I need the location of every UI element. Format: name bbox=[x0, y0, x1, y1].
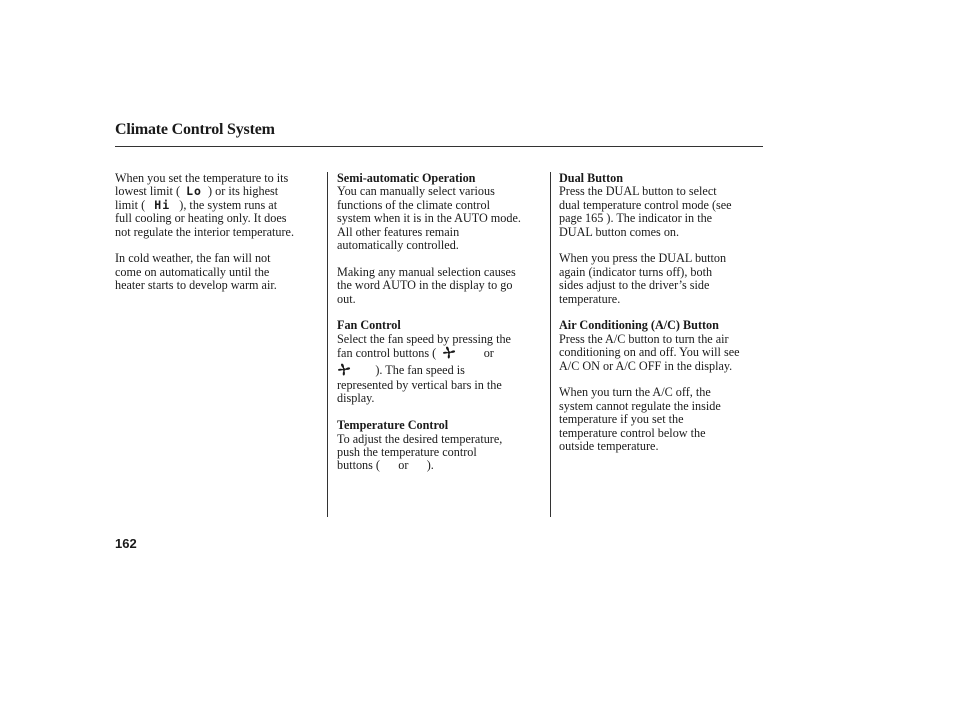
text-line: Press the A/C button to turn the air bbox=[559, 331, 729, 346]
text-line: When you press the DUAL button bbox=[559, 251, 727, 266]
text-line: represented by vertical bars in the bbox=[337, 378, 502, 393]
text-line: ). The fan speed is bbox=[337, 363, 547, 379]
text-line: temperature. bbox=[559, 291, 621, 306]
text-line: In cold weather, the fan will not bbox=[115, 251, 271, 266]
fan-high-icon bbox=[442, 346, 456, 362]
text-line: Select the fan speed by pressing the bbox=[337, 331, 511, 346]
text-line: temperature if you set the bbox=[559, 412, 684, 427]
column-divider-1 bbox=[327, 172, 328, 517]
column-3 bbox=[559, 172, 764, 453]
text-line: come on automatically until the bbox=[115, 264, 270, 279]
text-line: heater starts to develop warm air. bbox=[115, 278, 277, 293]
section-heading: Dual Button bbox=[559, 171, 624, 185]
column-1 bbox=[115, 172, 325, 293]
text-line: fan control buttons ( or bbox=[337, 346, 547, 362]
text-line: outside temperature. bbox=[559, 439, 659, 454]
text-line: buttons ( or ). bbox=[337, 458, 434, 473]
text-line: functions of the climate control bbox=[337, 197, 490, 212]
text-line: out. bbox=[337, 291, 356, 306]
text-line: temperature control below the bbox=[559, 425, 706, 440]
section-heading: Fan Control bbox=[337, 318, 401, 333]
text-line: A/C ON or A/C OFF in the display. bbox=[559, 358, 733, 373]
column-divider-2 bbox=[550, 172, 551, 517]
page-title: Climate Control System bbox=[115, 121, 275, 138]
text-line: push the temperature control bbox=[337, 445, 477, 460]
text-line: display. bbox=[337, 391, 375, 406]
text-line: system cannot regulate the inside bbox=[559, 398, 721, 413]
section-heading: Semi-automatic Operation bbox=[337, 171, 476, 185]
hi-display-icon: Hi bbox=[154, 197, 171, 212]
text-line: Making any manual selection causes bbox=[337, 264, 516, 279]
text-line: automatically controlled. bbox=[337, 238, 459, 253]
text-line: again (indicator turns off), both bbox=[559, 264, 713, 279]
text-line: system when it is in the AUTO mode. bbox=[337, 211, 521, 226]
section-heading: Air Conditioning (A/C) Button bbox=[559, 318, 719, 333]
text-line: dual temperature control mode (see bbox=[559, 197, 732, 212]
text-line: not regulate the interior temperature. bbox=[115, 224, 295, 239]
title-divider bbox=[115, 146, 763, 147]
text-line: limit ( Hi ), the system runs at bbox=[115, 197, 278, 212]
text-line: sides adjust to the driver’s side bbox=[559, 278, 710, 293]
text-line: When you turn the A/C off, the bbox=[559, 385, 711, 400]
text-line: To adjust the desired temperature, bbox=[337, 431, 503, 446]
column-2 bbox=[337, 172, 547, 473]
text-line: Press the DUAL button to select bbox=[559, 184, 717, 199]
text-line: the word AUTO in the display to go bbox=[337, 278, 513, 293]
text-line: DUAL button comes on. bbox=[559, 224, 680, 239]
text-line: All other features remain bbox=[337, 224, 460, 239]
text-line: When you set the temperature to its bbox=[115, 171, 289, 185]
fan-low-icon bbox=[337, 363, 351, 379]
text-line: conditioning on and off. You will see bbox=[559, 345, 740, 360]
text-line: page 165 ). The indicator in the bbox=[559, 211, 713, 226]
text-line: You can manually select various bbox=[337, 184, 495, 199]
text-line: full cooling or heating only. It does bbox=[115, 211, 287, 226]
section-heading: Temperature Control bbox=[337, 418, 449, 433]
lo-display-icon: Lo bbox=[186, 184, 202, 199]
text-line: lowest limit ( Lo ) or its highest bbox=[115, 184, 279, 199]
page-number: 162 bbox=[115, 536, 137, 551]
